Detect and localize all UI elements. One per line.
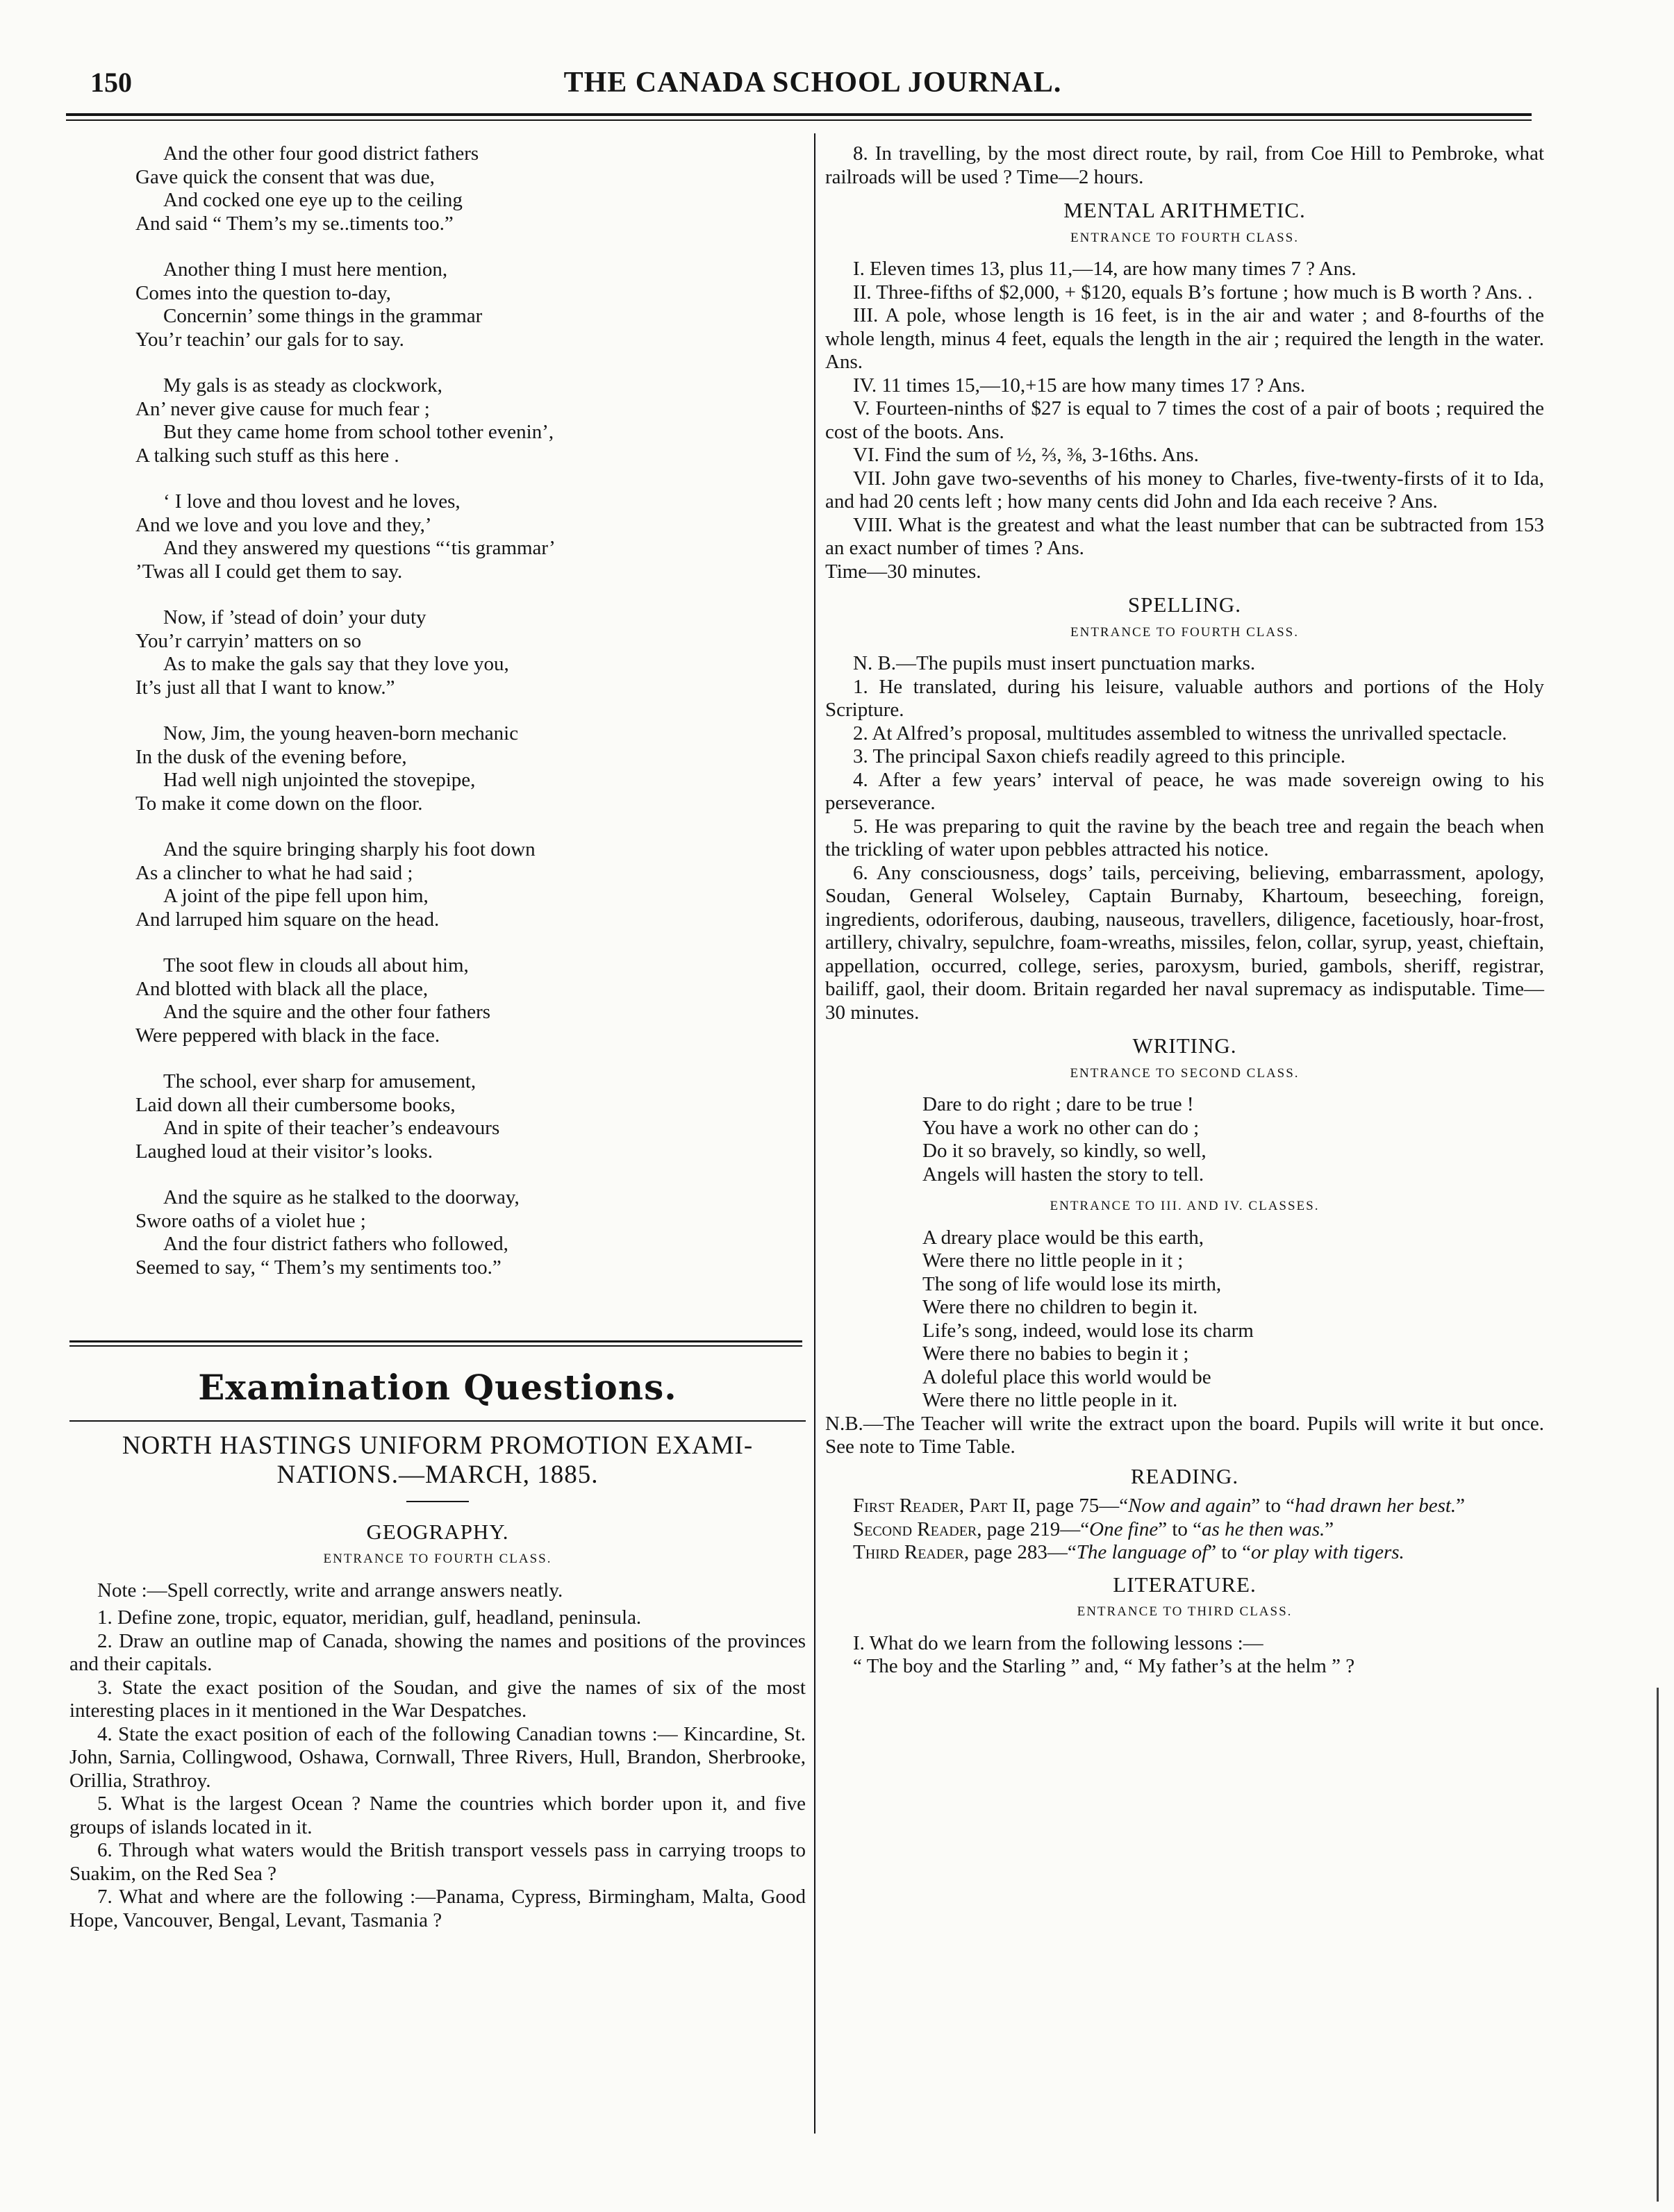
- reading-third-quote-2: or play with tigers.: [1251, 1541, 1404, 1563]
- geography-question: 8. In travelling, by the most direct route, by rail, from Coe Hill to Pembroke, what railroads will be used ? Time—2 hours.: [825, 142, 1544, 188]
- poem-line: Laid down all their cumbersome books,: [135, 1093, 456, 1116]
- poem-line: And they answered my questions “‘tis grammar’: [163, 537, 556, 559]
- reading-second-quote-2: as he then was.: [1202, 1517, 1325, 1540]
- reading-second: [825, 1518, 1544, 1542]
- reading-first-quote-1: Now and again: [1128, 1495, 1252, 1517]
- geography-question: 5. What is the largest Ocean ? Name the countries which border upon it, and five groups of islands located in it.: [69, 1793, 806, 1838]
- page-edge: [1657, 1688, 1674, 2202]
- poem-line: A joint of the pipe fell upon him,: [163, 885, 429, 907]
- writing-verse-line: Were there no babies to begin it ;: [922, 1342, 1189, 1365]
- poem-stanza: [135, 606, 802, 699]
- geography-question: 6. Through what waters would the British transport vessels pass in carrying troops to Suakim, on the Red Sea ?: [69, 1839, 806, 1885]
- mental-heading: MENTAL ARITHMETIC.: [1063, 198, 1306, 222]
- poem-line: It’s just all that I want to know.”: [135, 676, 395, 699]
- geography-question: 7. What and where are the following :—Panama, Cypress, Birmingham, Malta, Good Hope, Vancouver, Bengal, Levant, Tasmania ?: [69, 1886, 806, 1931]
- page-number: 150: [90, 67, 132, 98]
- poem-stanza: [135, 954, 802, 1047]
- spelling-heading: SPELLING.: [1127, 592, 1242, 617]
- poem-line: And the squire bringing sharply his foot down: [163, 838, 536, 860]
- poem-line: A talking such stuff as this here .: [135, 444, 399, 467]
- page-header: [90, 66, 1535, 108]
- reading-second-label: Second Reader,: [853, 1517, 982, 1540]
- mental-question: IV. 11 times 15,—10,+15 are how many times 17 ? Ans.: [853, 374, 1306, 397]
- writing-verse-line: The song of life would lose its mirth,: [922, 1272, 1222, 1295]
- poem-line: And blotted with black all the place,: [135, 977, 429, 1000]
- poem-line: The soot flew in clouds all about him,: [163, 954, 469, 976]
- short-rule: [406, 1501, 469, 1502]
- reading-second-end: ”: [1325, 1517, 1334, 1540]
- literature-question-1: I. What do we learn from the following lessons :—: [853, 1631, 1263, 1654]
- writing-verse-line: Were there no little people in it ;: [922, 1249, 1184, 1272]
- spelling-question: 5. He was preparing to quit the ravine by the beach tree and regain the beach when the trickling of water upon pebbles attracted his notice.: [825, 815, 1544, 860]
- reading-third-mid: ” to “: [1207, 1541, 1252, 1563]
- mental-question: II. Three-fifths of $2,000, + $120, equals B’s fortune ; how much is B worth ? Ans. .: [853, 281, 1533, 303]
- spelling-question: 6. Any consciousness, dogs’ tails, perceiving, believing, embarrassment, apology, Soudan, General Wolseley, Captain Burnaby, Khartoum, beseeching, foreign, ingredients, odoriferous, daubing, nauseous, travellers, diligence, facetiously, hoar-frost, artillery, chivalry, sepulchre, foam-wreaths, missiles, felon, collar, syrup, yeast, chieftain, appellation, occurred, college, series, paroxysm, buried, gambols, sheriff, registrar, bailiff, gaol, their doom. Britain regarded her naval supremacy as indisputable. Time—30 minutes.: [825, 861, 1544, 1024]
- spelling-question: 1. He translated, during his leisure, valuable authors and portions of the Holy Scripture.: [825, 675, 1544, 721]
- writing-heading: WRITING.: [1132, 1033, 1237, 1058]
- literature-entrance: ENTRANCE TO THIRD CLASS.: [1077, 1604, 1293, 1619]
- writing-verse-line: Angels will hasten the story to tell.: [922, 1163, 1204, 1186]
- geography-question: 3. State the exact position of the Soudan, and give the names of six of the most interesting places in it mentioned in the War Despatches.: [69, 1676, 806, 1722]
- writing-verse-line: Were there no little people in it.: [922, 1389, 1178, 1411]
- spelling-question: 3. The principal Saxon chiefs readily agreed to this principle.: [853, 745, 1345, 767]
- poem-line: And cocked one eye up to the ceiling: [163, 189, 463, 211]
- reading-first: [825, 1495, 1544, 1518]
- poem-line: ‘ I love and thou lovest and he loves,: [163, 490, 461, 513]
- journal-title: THE CANADA SCHOOL JOURNAL.: [563, 67, 1062, 99]
- writing-verse-line: A dreary place would be this earth,: [922, 1226, 1204, 1249]
- poem-line: Seemed to say, “ Them’s my sentiments too.”: [135, 1256, 502, 1279]
- spelling-note: N. B.—The pupils must insert punctuation marks.: [853, 652, 1256, 674]
- reading-first-label: First Reader, Part II,: [853, 1495, 1031, 1517]
- poem: [135, 142, 802, 1302]
- header-rule-top: [66, 113, 1532, 116]
- mental-question: VIII. What is the greatest and what the least number that can be subtracted from 153 an exact number of times ? Ans.: [825, 513, 1544, 559]
- poem-line: Now, if ’stead of doin’ your duty: [163, 606, 426, 629]
- reading-first-end: ”: [1456, 1495, 1466, 1517]
- poem-stanza: [135, 374, 802, 467]
- header-rule-bottom: [66, 119, 1532, 121]
- writing-verse-line: You have a work no other can do ;: [922, 1116, 1200, 1139]
- poem-line: To make it come down on the floor.: [135, 792, 423, 815]
- geography-heading: GEOGRAPHY.: [366, 1519, 509, 1544]
- poem-line: And the squire and the other four fathers: [163, 1001, 491, 1023]
- mental-question: VII. John gave two-sevenths of his money to Charles, five-twenty-firsts of it to Ida, and had 20 cents left ; how many cents did John and Ida each receive ? Ans.: [825, 467, 1544, 513]
- geography-note: Note :—Spell correctly, write and arrange answers neatly.: [97, 1579, 563, 1602]
- mental-entrance: ENTRANCE TO FOURTH CLASS.: [1070, 230, 1299, 245]
- poem-line: Were peppered with black in the face.: [135, 1024, 440, 1047]
- geography-question: 4. State the exact position of each of the following Canadian towns :— Kincardine, St. John, Sarnia, Collingwood, Oshawa, Cornwall, Three Rivers, Hull, Brandon, Sherbrooke, Orillia, Strathroy.: [69, 1722, 806, 1792]
- section-rule-2: [69, 1345, 802, 1347]
- spelling-entrance: ENTRANCE TO FOURTH CLASS.: [1070, 624, 1299, 640]
- poem-line: ’Twas all I could get them to say.: [135, 560, 403, 583]
- poem-line: Comes into the question to-day,: [135, 281, 391, 304]
- reading-third-rest: page 283—“: [969, 1541, 1077, 1563]
- mental-time: Time—30 minutes.: [825, 560, 981, 583]
- reading-third: [825, 1541, 1544, 1565]
- section-title: Examination Questions.: [198, 1367, 677, 1408]
- geography-entrance: ENTRANCE TO FOURTH CLASS.: [323, 1552, 552, 1566]
- exam-title: NORTH HASTINGS UNIFORM PROMOTION EXAMI- NATIONS.—MARCH, 1885.: [122, 1431, 754, 1489]
- poem-line: And the squire as he stalked to the doorway,: [163, 1186, 520, 1208]
- geography-question: 1. Define zone, tropic, equator, meridian, gulf, headland, peninsula.: [97, 1606, 642, 1629]
- poem-line: Now, Jim, the young heaven-born mechanic: [163, 722, 519, 745]
- reading-first-rest: page 75—“: [1030, 1495, 1129, 1517]
- writing-verse-line: A doleful place this world would be: [922, 1365, 1211, 1388]
- reading-third-quote-1: The language of: [1076, 1541, 1208, 1563]
- poem-line: And the four district fathers who followed,: [163, 1233, 508, 1255]
- title-rule: [69, 1420, 806, 1422]
- mental-question: I. Eleven times 13, plus 11,—14, are how many times 7 ? Ans.: [853, 258, 1357, 280]
- spelling-question: 4. After a few years’ interval of peace, he was made sovereign owing to his perseverance.: [825, 768, 1544, 814]
- mental-question: VI. Find the sum of ½, ⅔, ⅜, 3-16ths. Ans.: [853, 444, 1199, 466]
- poem-line: And we love and you love and they,’: [135, 513, 432, 536]
- mental-question: V. Fourteen-ninths of $27 is equal to 7 times the cost of a pair of boots ; required the cost of the boots. Ans.: [825, 397, 1544, 443]
- poem-stanza: [135, 722, 802, 815]
- spelling-question: 2. At Alfred’s proposal, multitudes assembled to witness the unrivalled spectacle.: [853, 722, 1507, 745]
- writing-verse-line: Do it so bravely, so kindly, so well,: [922, 1140, 1207, 1162]
- reading-first-mid: ” to “: [1251, 1495, 1295, 1517]
- writing-note: N.B.—The Teacher will write the extract upon the board. Pupils will write it but once. See note to Time Table.: [825, 1412, 1544, 1458]
- poem-stanza: [135, 1070, 802, 1163]
- reading-second-rest: page 219—“: [981, 1517, 1090, 1540]
- poem-line: But they came home from school tother evenin’,: [163, 421, 554, 443]
- poem-line: Another thing I must here mention,: [163, 258, 448, 281]
- poem-line: Had well nigh unjointed the stovepipe,: [163, 769, 476, 791]
- poem-line: In the dusk of the evening before,: [135, 745, 407, 768]
- geography-questions-continued: [825, 142, 1544, 189]
- geography-question: 2. Draw an outline map of Canada, showing the names and positions of the provinces and their capitals.: [69, 1629, 806, 1675]
- poem-line: My gals is as steady as clockwork,: [163, 374, 442, 397]
- mental-question: III. A pole, whose length is 16 feet, is in the air and water ; and 8-fourths of the whole length, minus 4 feet, equals the length in the air ; required the length in the water. Ans.: [825, 304, 1544, 373]
- literature-question-1-titles: “ The boy and the Starling ” and, “ My father’s at the helm ” ?: [853, 1655, 1355, 1677]
- poem-line: Gave quick the consent that was due,: [135, 165, 435, 188]
- reading-heading: READING.: [1130, 1463, 1239, 1488]
- poem-line: And larruped him square on the head.: [135, 908, 440, 931]
- poem-stanza: [135, 1186, 802, 1279]
- reading-second-quote-1: One fine: [1089, 1517, 1159, 1540]
- spelling-questions: [825, 676, 1544, 1025]
- reading-first-quote-2: had drawn her best.: [1295, 1495, 1457, 1517]
- poem-line: As a clincher to what he had said ;: [135, 861, 413, 884]
- writing-verse-line: Were there no children to begin it.: [922, 1296, 1198, 1318]
- mental-questions: [825, 258, 1544, 560]
- writing-entrance-second: ENTRANCE TO SECOND CLASS.: [1070, 1065, 1300, 1081]
- writing-verse-line: Dare to do right ; dare to be true !: [922, 1093, 1194, 1115]
- poem-line: You’r carryin’ matters on so: [135, 629, 362, 652]
- writing-verse-1: [825, 1093, 1544, 1186]
- poem-stanza: [135, 838, 802, 931]
- poem-stanza: [135, 142, 802, 235]
- writing-entrance-third: ENTRANCE TO III. AND IV. CLASSES.: [1050, 1199, 1320, 1213]
- literature-heading: LITERATURE.: [1113, 1572, 1257, 1597]
- column-divider: [814, 133, 815, 2134]
- poem-line: Swore oaths of a violet hue ;: [135, 1209, 366, 1232]
- poem-line: And the other four good district fathers: [163, 142, 479, 165]
- poem-line: An’ never give cause for much fear ;: [135, 397, 430, 420]
- poem-line: The school, ever sharp for amusement,: [163, 1070, 476, 1092]
- poem-stanza: [135, 490, 802, 583]
- section-rule-1: [69, 1340, 802, 1342]
- writing-verse-2: [825, 1226, 1544, 1413]
- poem-line: Concernin’ some things in the grammar: [163, 305, 483, 327]
- poem-line: You’r teachin’ our gals for to say.: [135, 328, 404, 351]
- poem-stanza: [135, 258, 802, 351]
- geography-questions: [69, 1606, 806, 1932]
- reading-second-mid: ” to “: [1158, 1517, 1202, 1540]
- poem-line: And in spite of their teacher’s endeavours: [163, 1117, 500, 1139]
- reading-third-label: Third Reader,: [853, 1541, 970, 1563]
- poem-line: Laughed loud at their visitor’s looks.: [135, 1140, 433, 1163]
- exam-right: [825, 142, 1544, 1679]
- writing-verse-line: Life’s song, indeed, would lose its charm: [922, 1319, 1254, 1342]
- exam-left: [69, 1358, 806, 1932]
- poem-line: And said “ Them’s my se..timents too.”: [135, 212, 454, 235]
- poem-line: As to make the gals say that they love you,: [163, 653, 509, 675]
